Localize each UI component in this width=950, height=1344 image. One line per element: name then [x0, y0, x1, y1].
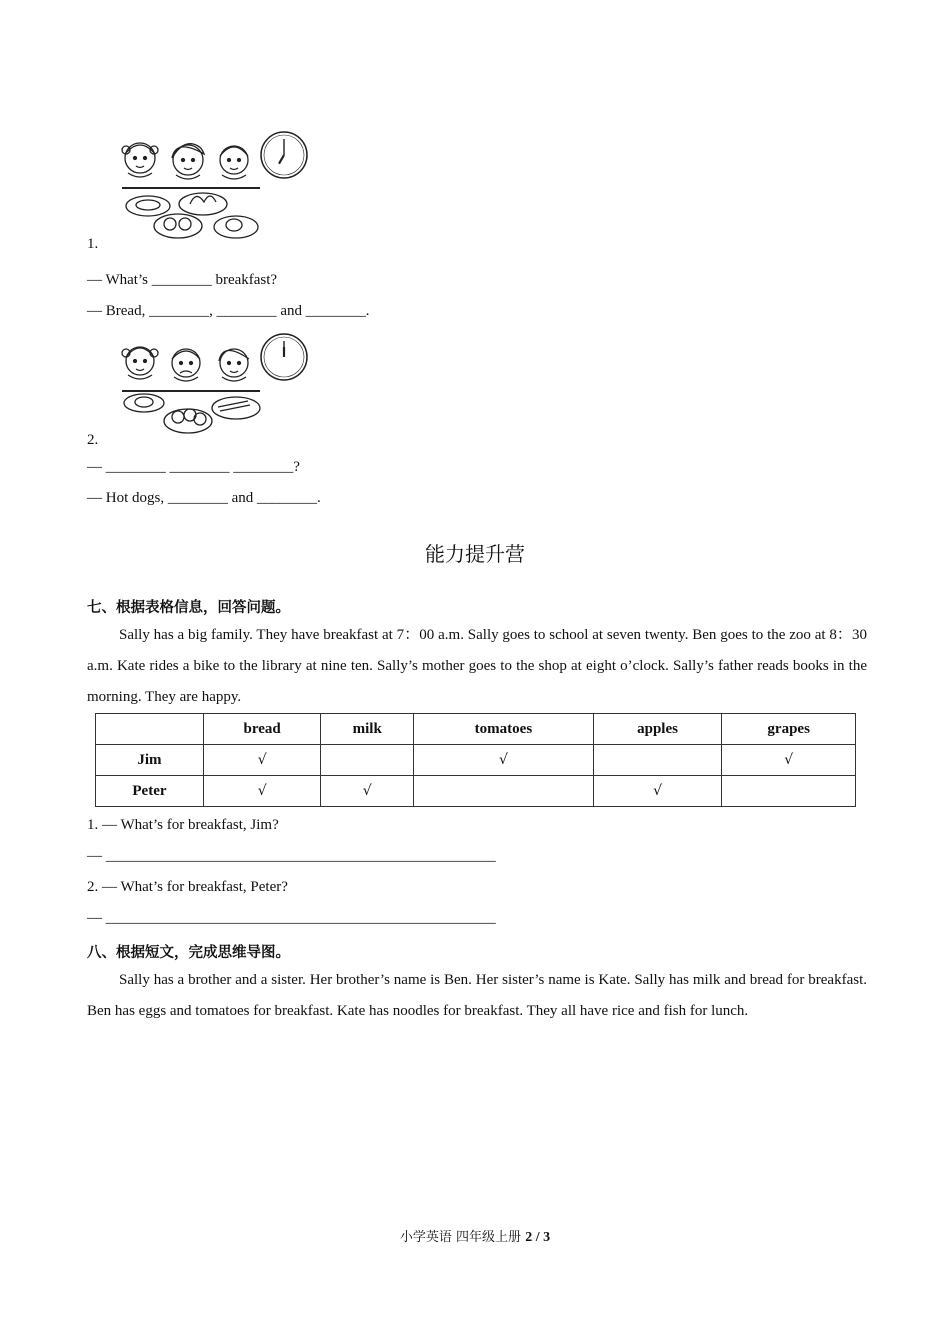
part-7-question-1: 1. — What’s for breakfast, Jim? — [87, 817, 279, 833]
table-header-cell — [96, 714, 204, 745]
child-face — [172, 349, 200, 377]
part-8-heading: 八、根据短文，完成思维导图。 — [87, 945, 290, 961]
question-1-number: 1. — [87, 236, 99, 252]
table-cell: √ — [321, 776, 414, 807]
table-cell: √ — [414, 745, 594, 776]
table-header-cell: apples — [593, 714, 722, 745]
part-7-answer-line-1: — ____________________________________________________ — [87, 848, 496, 864]
table-header-cell: grapes — [722, 714, 856, 745]
clock-icon — [261, 132, 307, 178]
table-cell — [321, 745, 414, 776]
table-cell — [722, 776, 856, 807]
breakfast-table — [95, 713, 856, 807]
table-cell — [593, 745, 722, 776]
page-footer — [0, 1226, 950, 1246]
question-1-line-2: — Bread, ________, ________ and ________. — [87, 303, 370, 319]
question-2-line-2: — Hot dogs, ________ and ________. — [87, 490, 321, 506]
footer-subject: 小学英语 四年级上册 — [399, 1230, 522, 1245]
part-8-passage: Sally has a brother and a sister. Her brother’s name is Ben. Her sister’s name is Kate. Sally has milk and bread for breakfast. Ben has eggs and tomatoes for breakfast. Kate has noodles for breakfast. They all have rice and fish for lunch. — [87, 972, 867, 1019]
table-cell: √ — [203, 776, 320, 807]
part-7-answer-line-2: — ____________________________________________________ — [87, 910, 496, 926]
table-cell: √ — [722, 745, 856, 776]
breakfast-illustration-2 — [118, 333, 313, 441]
question-1-line-1: — What’s ________ breakfast? — [87, 272, 278, 288]
table-cell — [414, 776, 594, 807]
table-header-cell: tomatoes — [414, 714, 594, 745]
part-7-heading: 七、根据表格信息，回答问题。 — [87, 600, 290, 616]
row-name-cell: Jim — [96, 745, 204, 776]
table-cell: √ — [203, 745, 320, 776]
question-2-line-1: — ________ ________ ________? — [87, 459, 300, 475]
table-cell: √ — [593, 776, 722, 807]
table-header-cell: milk — [321, 714, 414, 745]
breakfast-illustration-1 — [118, 128, 313, 246]
clock-icon — [261, 334, 307, 380]
table-row — [96, 745, 856, 776]
table-header-cell: bread — [203, 714, 320, 745]
table-header-row — [96, 714, 856, 745]
part-7-question-2: 2. — What’s for breakfast, Peter? — [87, 879, 288, 895]
section-title: 能力提升营 — [425, 542, 525, 566]
row-name-cell: Peter — [96, 776, 204, 807]
page-number: 2 / 3 — [525, 1230, 551, 1245]
part-7-passage: Sally has a big family. They have breakfast at 7：00 a.m. Sally goes to school at seven twenty. Ben goes to the zoo at 8：30 a.m. Kate rides a bike to the library at nine ten. Sally’s mother goes to the shop at eight o’clock. Sally’s father reads books in the morning. They are happy. — [87, 627, 867, 705]
question-2-number: 2. — [87, 432, 99, 448]
table-row — [96, 776, 856, 807]
